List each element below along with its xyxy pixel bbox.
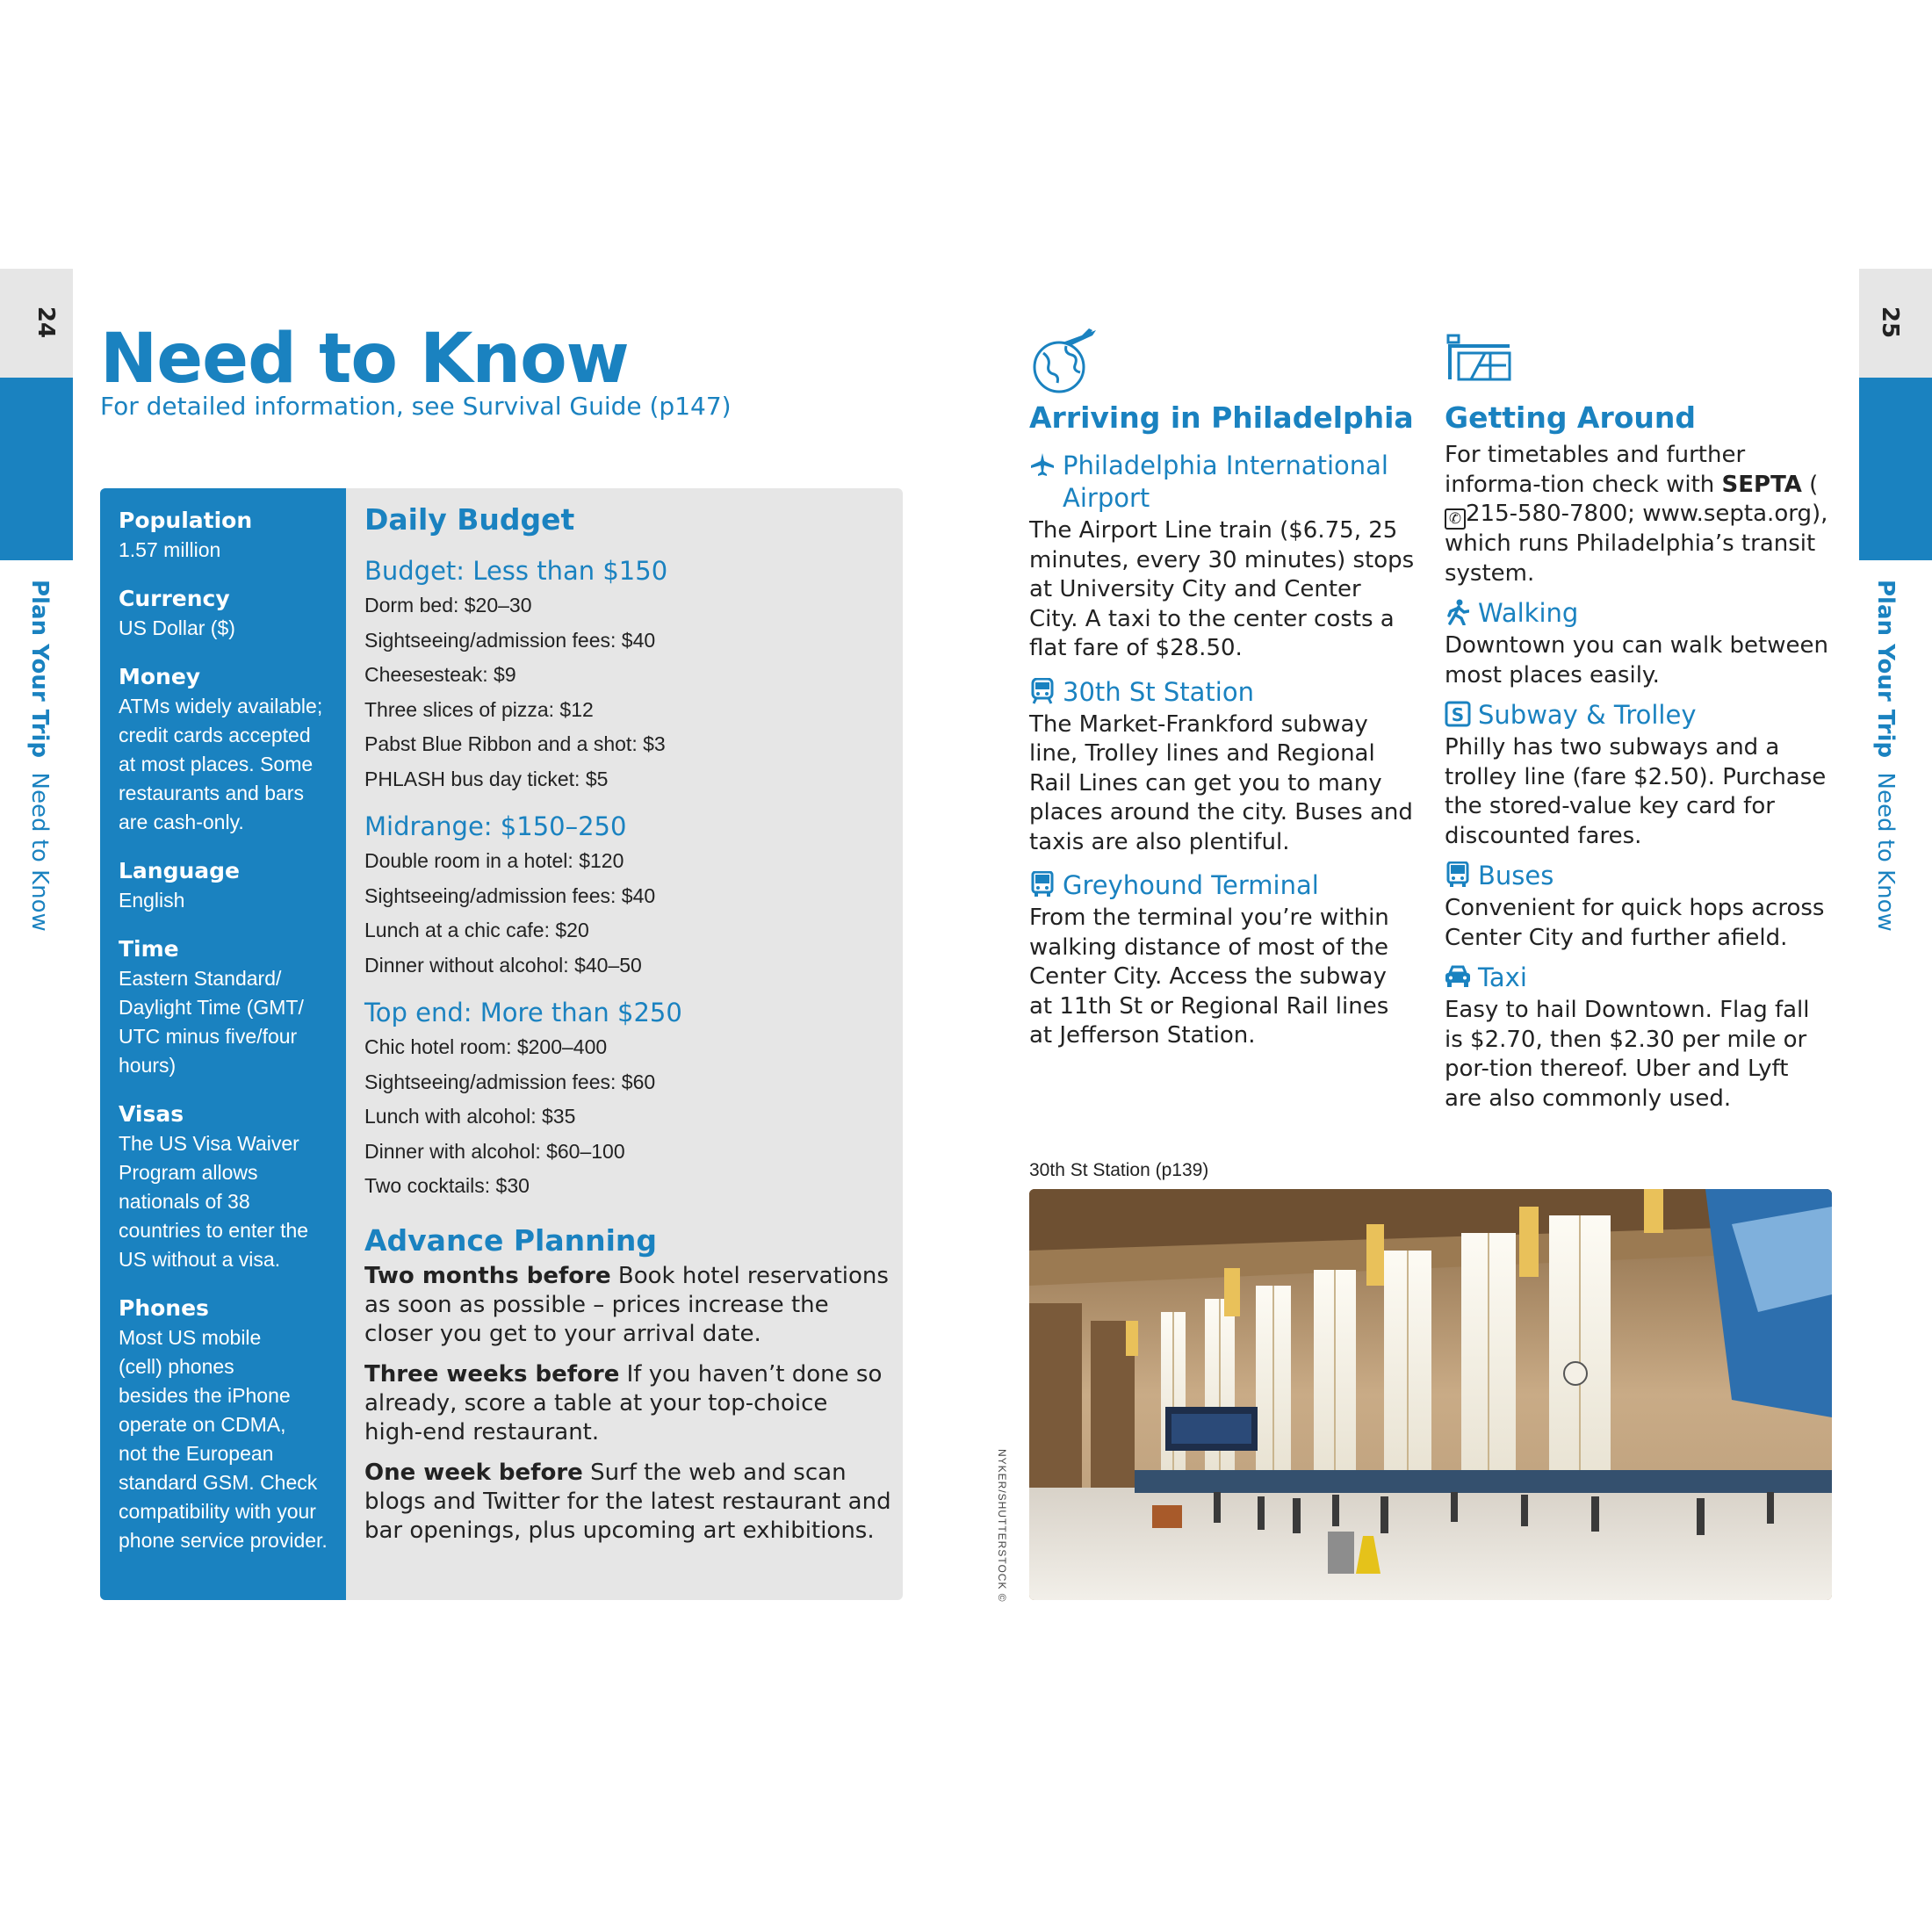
advance-planning-lead: Three weeks before bbox=[364, 1360, 620, 1388]
arriving-item-airport bbox=[1029, 450, 1416, 515]
arriving-item-greyhound bbox=[1029, 869, 1416, 902]
fact-label: Currency bbox=[119, 586, 230, 611]
globe-plane-icon bbox=[1031, 327, 1101, 399]
getting-around-intro bbox=[1445, 441, 1831, 588]
budget-item: Cheesesteak: $9 bbox=[364, 663, 516, 686]
fact-text: Most US mobile (cell) phones besides the iPhone operate on CDMA, not the European standard GSM. Check compatibility with your phone service provider. bbox=[119, 1326, 328, 1552]
intro-text: For timetables and further informa-tion check with bbox=[1445, 442, 1746, 498]
page-title: Need to Know bbox=[100, 320, 629, 399]
transit-sign-icon bbox=[1445, 327, 1515, 399]
arriving-heading: Arriving in Philadelphia bbox=[1029, 400, 1414, 435]
arriving-item-text: The Airport Line train ($6.75, 25 minutes, every 30 minutes) stops at University City and Center City. A taxi to the center costs a flat fare of $28.50. bbox=[1029, 517, 1415, 661]
bus-icon bbox=[1029, 869, 1056, 899]
budget-item: Lunch at a chic cafe: $20 bbox=[364, 919, 589, 941]
right-page-tab-blue bbox=[1859, 378, 1932, 560]
walking-icon bbox=[1445, 597, 1471, 627]
fact-text: 1.57 million bbox=[119, 538, 221, 561]
photo-credit: NYKER/SHUTTERSTOCK © bbox=[996, 1449, 1008, 1603]
budget-item: Dinner with alcohol: $60–100 bbox=[364, 1139, 625, 1163]
getting-around-item-text: Convenient for quick hops across Center City and further afield. bbox=[1445, 895, 1825, 951]
midrange-tier-title: Midrange: $150–250 bbox=[364, 811, 627, 841]
fact-visas bbox=[119, 1099, 334, 1274]
fact-language bbox=[119, 856, 334, 915]
fact-population bbox=[119, 506, 334, 565]
fact-currency bbox=[119, 584, 334, 643]
left-page-tab-blue bbox=[0, 378, 73, 560]
fact-label: Population bbox=[119, 508, 253, 533]
info-panel bbox=[100, 488, 903, 1600]
advance-planning-item bbox=[364, 1459, 891, 1546]
fact-label: Phones bbox=[119, 1295, 209, 1321]
advance-planning-text: If you haven’t done so already, score a table at your top-choice high-end restaurant. bbox=[364, 1360, 883, 1445]
station-hall-illustration bbox=[1029, 1189, 1832, 1600]
right-side-label-bold: Plan Your Trip bbox=[1872, 580, 1899, 758]
station-photo bbox=[1029, 1189, 1832, 1600]
daily-budget-section bbox=[364, 499, 891, 1557]
intro-paren: ( bbox=[1801, 471, 1819, 498]
advance-planning-lead: One week before bbox=[364, 1459, 583, 1486]
arriving-item-title: 30th St Station bbox=[1063, 676, 1254, 707]
left-page-number: 24 bbox=[32, 306, 60, 339]
getting-around-item-text: Easy to hail Downtown. Flag fall is $2.70, then $2.30 per mile or por-tion thereof. Uber and Lyft are also commonly used. bbox=[1445, 997, 1810, 1112]
budget-item: PHLASH bus day ticket: $5 bbox=[364, 767, 609, 790]
right-side-label bbox=[1872, 580, 1899, 932]
getting-around-item-walking bbox=[1445, 597, 1831, 630]
fact-label: Language bbox=[119, 858, 241, 883]
airplane-icon bbox=[1029, 450, 1056, 479]
fact-text: ATMs widely available; credit cards accepted at most places. Some restaurants and bars are cash-only. bbox=[119, 695, 323, 833]
advance-planning-text: Surf the web and scan blogs and Twitter for the latest restaurant and bar openings, plus upcoming art exhibitions. bbox=[364, 1459, 891, 1544]
right-page-number: 25 bbox=[1877, 306, 1904, 339]
top-end-tier-title: Top end: More than $250 bbox=[364, 998, 682, 1027]
fact-time bbox=[119, 934, 334, 1080]
fact-text: English bbox=[119, 889, 185, 912]
phone-icon: ✆ bbox=[1445, 508, 1466, 530]
advance-planning-item bbox=[364, 1262, 891, 1349]
getting-around-column bbox=[1445, 327, 1831, 1114]
budget-item: Lunch with alcohol: $35 bbox=[364, 1105, 576, 1128]
budget-tier-title: Budget: Less than $150 bbox=[364, 556, 668, 586]
budget-item: Chic hotel room: $200–400 bbox=[364, 1035, 608, 1058]
budget-item: Pabst Blue Ribbon and a shot: $3 bbox=[364, 732, 666, 755]
getting-around-item-text: Philly has two subways and a trolley line (fare $2.50). Purchase the stored-value key card for discounted fares. bbox=[1445, 734, 1827, 849]
budget-item: Sightseeing/admission fees: $40 bbox=[364, 628, 656, 652]
budget-item: Three slices of pizza: $12 bbox=[364, 697, 594, 721]
facts-column bbox=[100, 488, 346, 1600]
fact-text: Eastern Standard/ Daylight Time (GMT/ UTC minus five/four hours) bbox=[119, 967, 304, 1077]
getting-around-item-title: Taxi bbox=[1478, 962, 1527, 992]
fact-phones bbox=[119, 1294, 334, 1555]
subway-icon bbox=[1445, 699, 1471, 729]
advance-planning-lead: Two months before bbox=[364, 1262, 611, 1289]
advance-planning-heading: Advance Planning bbox=[364, 1222, 658, 1258]
budget-item: Double room in a hotel: $120 bbox=[364, 849, 624, 872]
fact-label: Money bbox=[119, 664, 201, 689]
arriving-item-text: The Market-Frankford subway line, Trolley lines and Regional Rail Lines can get you to many places around the city. Buses and taxis are also plentiful. bbox=[1029, 710, 1413, 855]
getting-around-item-title: Walking bbox=[1478, 598, 1579, 628]
budget-item: Two cocktails: $30 bbox=[364, 1174, 530, 1197]
svg-text:S: S bbox=[1451, 704, 1465, 725]
budget-item: Sightseeing/admission fees: $60 bbox=[364, 1070, 656, 1093]
getting-around-item-taxi bbox=[1445, 962, 1831, 994]
arriving-item-title: Greyhound Terminal bbox=[1063, 870, 1319, 900]
taxi-icon bbox=[1445, 962, 1471, 991]
daily-budget-heading: Daily Budget bbox=[364, 502, 575, 537]
page-subtitle: For detailed information, see Survival Guide (p147) bbox=[100, 392, 732, 421]
arriving-item-title: Philadelphia International Airport bbox=[1063, 451, 1388, 513]
arriving-item-text: From the terminal you’re within walking distance of most of the Center City. Access the subway at 11th St or Regional Rail lines at Jefferson Station. bbox=[1029, 905, 1389, 1049]
budget-item: Dorm bed: $20–30 bbox=[364, 594, 532, 616]
left-side-label-regular: Need to Know bbox=[26, 772, 53, 932]
getting-around-item-title: Subway & Trolley bbox=[1478, 700, 1697, 730]
fact-label: Time bbox=[119, 936, 179, 962]
budget-item: Sightseeing/admission fees: $40 bbox=[364, 883, 656, 907]
fact-text: The US Visa Waiver Program allows nationals of 38 countries to enter the US without a visa. bbox=[119, 1132, 309, 1271]
getting-around-item-subway bbox=[1445, 699, 1831, 732]
advance-planning-text: Book hotel reservations as soon as possible – prices increase the closer you get to your arrival date. bbox=[364, 1262, 889, 1347]
advance-planning-item bbox=[364, 1360, 891, 1447]
fact-money bbox=[119, 662, 334, 837]
left-side-label bbox=[26, 580, 53, 932]
arriving-item-30th-st bbox=[1029, 676, 1416, 709]
train-icon bbox=[1029, 676, 1056, 706]
photo-caption: 30th St Station (p139) bbox=[1029, 1160, 1209, 1180]
septa-contact: 215-580-7800; www.septa.org), which runs Philadelphia’s transit system. bbox=[1445, 501, 1828, 587]
bus-icon bbox=[1445, 860, 1471, 890]
getting-around-item-buses bbox=[1445, 860, 1831, 892]
left-side-label-bold: Plan Your Trip bbox=[26, 580, 53, 758]
budget-item: Dinner without alcohol: $40–50 bbox=[364, 953, 642, 977]
arriving-column bbox=[1029, 327, 1416, 1051]
getting-around-item-text: Downtown you can walk between most places easily. bbox=[1445, 632, 1828, 688]
getting-around-item-title: Buses bbox=[1478, 861, 1554, 890]
right-side-label-regular: Need to Know bbox=[1872, 772, 1899, 932]
septa-name: SEPTA bbox=[1721, 471, 1802, 498]
getting-around-heading: Getting Around bbox=[1445, 400, 1697, 435]
fact-text: US Dollar ($) bbox=[119, 616, 235, 639]
fact-label: Visas bbox=[119, 1101, 184, 1127]
